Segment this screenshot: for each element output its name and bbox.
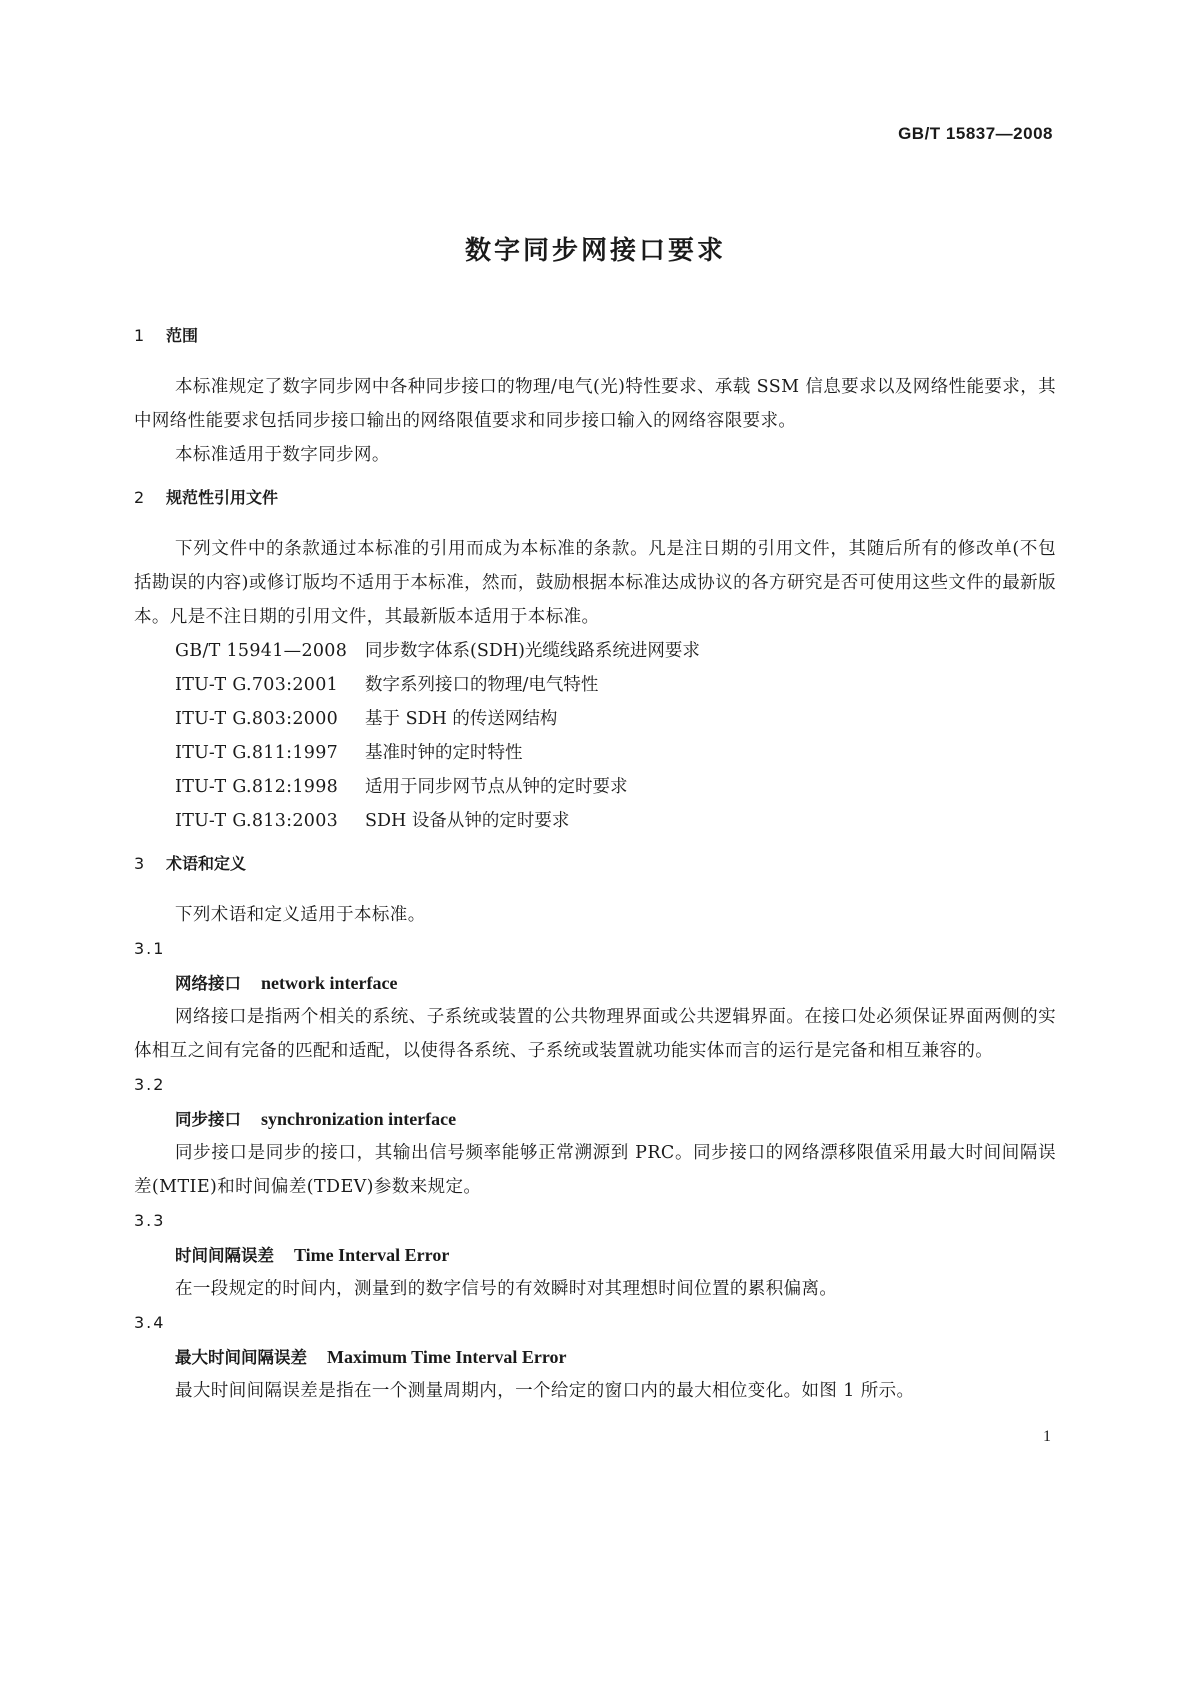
reference-item <box>134 770 1056 804</box>
document-body <box>134 324 1056 1408</box>
reference-code: ITU-T G.703:2001 <box>175 675 339 695</box>
section-3-heading <box>134 852 1056 876</box>
section-number: 3 <box>134 854 145 873</box>
section-1-paragraph: 本标准规定了数字同步网中各种同步接口的物理/电气(光)特性要求、承载 SSM 信息要求以及网络性能要求，其中网络性能要求包括同步接口输出的网络限值要求和同步接口输入的网络容限要求。 <box>134 377 1056 431</box>
term-definition: 同步接口是同步的接口，其输出信号频率能够正常溯源到 PRC。同步接口的网络漂移限值采用最大时间间隔误差(MTIE)和时间偏差(TDEV)参数来规定。 <box>134 1143 1056 1197</box>
term-zh: 网络接口 <box>175 974 241 993</box>
term-en: Time Interval Error <box>294 1245 450 1265</box>
reference-code: ITU-T G.803:2000 <box>175 709 339 729</box>
normative-reference-list <box>134 634 1056 838</box>
term-number: 3.4 <box>134 1313 166 1332</box>
term-definition: 最大时间间隔误差是指在一个测量周期内，一个给定的窗口内的最大相位变化。如图 1 所示。 <box>175 1381 915 1401</box>
term-heading <box>134 966 1056 1000</box>
reference-item <box>134 804 1056 838</box>
section-number: 2 <box>134 488 145 507</box>
term-number: 3.3 <box>134 1211 166 1230</box>
standard-number: GB/T 15837—2008 <box>898 124 1053 143</box>
section-2-heading <box>134 486 1056 510</box>
reference-title: 同步数字体系(SDH)光缆线路系统进网要求 <box>365 641 700 661</box>
section-2-paragraph: 下列文件中的条款通过本标准的引用而成为本标准的条款。凡是注日期的引用文件，其随后所有的修改单(不包括勘误的内容)或修订版均不适用于本标准，然而，鼓励根据本标准达成协议的各方研究是否可使用这些文件的最新版本。凡是不注日期的引用文件，其最新版本适用于本标准。 <box>134 539 1056 627</box>
term-heading <box>134 1238 1056 1272</box>
term-definition: 在一段规定的时间内，测量到的数字信号的有效瞬时对其理想时间位置的累积偏离。 <box>175 1279 838 1299</box>
reference-item <box>134 668 1056 702</box>
reference-title: 基于 SDH 的传送网结构 <box>365 709 558 729</box>
section-3-intro: 下列术语和定义适用于本标准。 <box>175 905 426 925</box>
reference-item <box>134 634 1056 668</box>
section-title: 范围 <box>166 326 199 345</box>
term-heading <box>134 1340 1056 1374</box>
reference-title: SDH 设备从钟的定时要求 <box>365 811 570 831</box>
section-number: 1 <box>134 326 145 345</box>
term-zh: 同步接口 <box>175 1110 241 1129</box>
reference-code: ITU-T G.811:1997 <box>175 743 339 763</box>
page-number: 1 <box>1043 1428 1051 1445</box>
reference-item <box>134 702 1056 736</box>
reference-item <box>134 736 1056 770</box>
section-title: 规范性引用文件 <box>166 488 279 507</box>
term-definition: 网络接口是指两个相关的系统、子系统或装置的公共物理界面或公共逻辑界面。在接口处必须保证界面两侧的实体相互之间有完备的匹配和适配，以使得各系统、子系统或装置就功能实体而言的运行是完备和相互兼容的。 <box>134 1007 1056 1061</box>
reference-code: ITU-T G.813:2003 <box>175 811 339 831</box>
reference-code: GB/T 15941—2008 <box>175 641 348 661</box>
reference-code: ITU-T G.812:1998 <box>175 777 339 797</box>
term-heading <box>134 1102 1056 1136</box>
term-zh: 时间间隔误差 <box>175 1246 274 1265</box>
reference-title: 基准时钟的定时特性 <box>365 743 523 763</box>
document-title: 数字同步网接口要求 <box>464 236 726 266</box>
section-1-heading <box>134 324 1056 348</box>
term-number: 3.1 <box>134 939 166 958</box>
term-number: 3.2 <box>134 1075 166 1094</box>
term-en: synchronization interface <box>261 1109 457 1129</box>
reference-title: 数字系列接口的物理/电气特性 <box>365 675 599 695</box>
term-en: Maximum Time Interval Error <box>327 1347 567 1367</box>
reference-title: 适用于同步网节点从钟的定时要求 <box>365 777 628 797</box>
section-title: 术语和定义 <box>166 854 247 873</box>
term-en: network interface <box>261 973 398 993</box>
section-1-paragraph: 本标准适用于数字同步网。 <box>175 445 390 465</box>
term-zh: 最大时间间隔误差 <box>175 1348 307 1367</box>
